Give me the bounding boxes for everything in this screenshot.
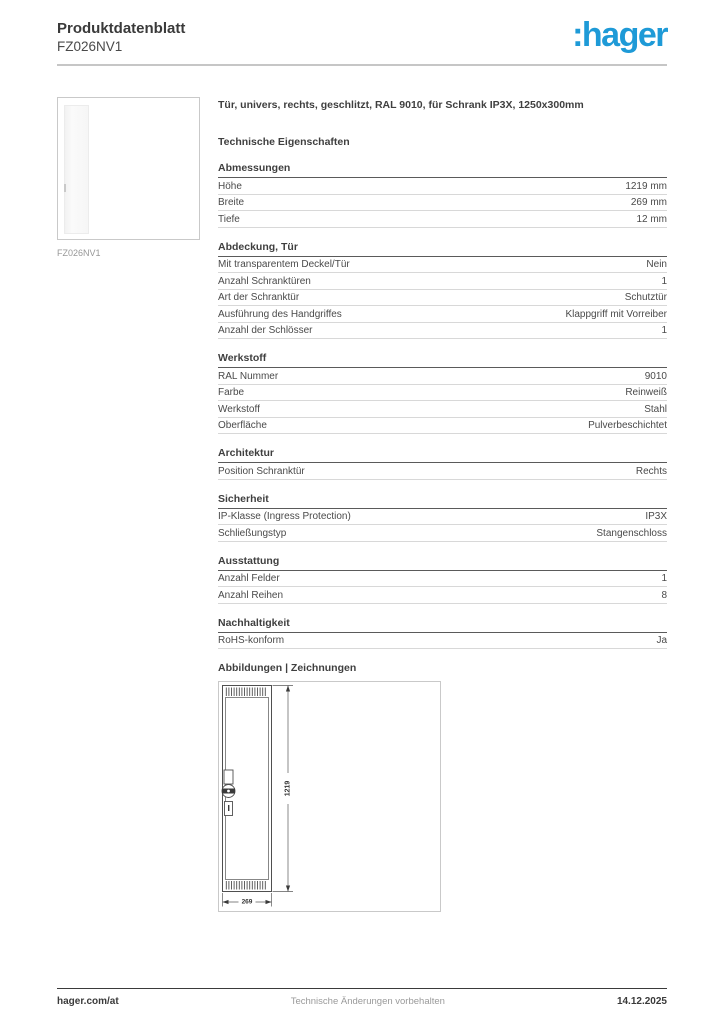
spec-value: Nein [646, 259, 667, 270]
spec-section [218, 555, 667, 604]
spec-section-title: Architektur [218, 447, 667, 463]
footer-disclaimer: Technische Änderungen vorbehalten [290, 996, 445, 1007]
spec-value: Stahl [644, 403, 667, 415]
arrow-up-icon [286, 686, 290, 692]
spec-section-title: Abdeckung, Tür [218, 241, 667, 257]
spec-value: 269 mm [630, 197, 667, 208]
spec-value: Reinweiß [625, 387, 667, 398]
product-image [57, 97, 200, 240]
arrow-left-icon [223, 900, 229, 904]
header [0, 0, 724, 55]
spec-label: Anzahl Reihen [218, 589, 284, 601]
product-code: FZ026NV1 [57, 39, 123, 54]
spec-row [218, 368, 667, 385]
spec-label: Position Schranktür [218, 465, 305, 477]
spec-sections [218, 162, 667, 649]
footer-row [0, 989, 724, 1007]
product-image-column [57, 97, 200, 912]
spec-section [218, 241, 667, 340]
spec-row [218, 525, 667, 542]
spec-label: Werkstoff [218, 403, 260, 415]
spec-label: IP-Klasse (Ingress Protection) [218, 511, 351, 522]
product-image-caption: FZ026NV1 [57, 248, 101, 258]
spec-value: Schutztür [624, 292, 667, 303]
spec-section [218, 617, 667, 650]
spec-label: Oberfläche [218, 420, 267, 431]
spec-value: 1 [661, 573, 667, 584]
footer [0, 988, 724, 1024]
spec-row [218, 290, 667, 307]
spec-label: Mit transparentem Deckel/Tür [218, 259, 350, 270]
spec-row [218, 178, 667, 195]
spec-row [218, 571, 667, 588]
spec-label: Anzahl Schranktüren [218, 275, 311, 287]
door-handle-mark [64, 184, 66, 192]
spec-section [218, 493, 667, 542]
spec-row [218, 401, 667, 418]
spec-value: Pulverbeschichtet [588, 420, 667, 431]
spec-row [218, 633, 667, 650]
spec-value: 1 [661, 325, 667, 336]
spec-label: Art der Schranktür [218, 292, 300, 303]
footer-date: 14.12.2025 [616, 996, 667, 1007]
spec-row [218, 385, 667, 402]
spec-label: Ausführung des Handgriffes [218, 308, 342, 320]
spec-row [218, 273, 667, 290]
spec-section-title: Ausstattung [218, 555, 667, 571]
spec-value: Stangenschloss [596, 527, 667, 539]
spec-row [218, 257, 667, 274]
spec-section [218, 352, 667, 434]
spec-label: Höhe [218, 180, 242, 192]
spec-value: 9010 [644, 370, 667, 382]
spec-label: Breite [218, 197, 245, 208]
figures-heading: Abbildungen | Zeichnungen [218, 662, 357, 674]
spec-value: Ja [656, 635, 667, 646]
footer-website-link[interactable]: hager.com/at [57, 996, 119, 1007]
spec-label: Farbe [218, 387, 245, 398]
spec-section [218, 162, 667, 228]
spec-value: 1 [661, 275, 667, 287]
spec-value: 1219 mm [625, 180, 667, 192]
door-photo [64, 105, 89, 234]
spec-label: Anzahl Felder [218, 573, 280, 584]
spec-section-title: Abmessungen [218, 162, 667, 178]
spec-section-title: Sicherheit [218, 493, 667, 509]
arrow-down-icon [286, 886, 290, 892]
door-drawing-svg [219, 682, 440, 911]
tech-properties-heading: Technische Eigenschaften [218, 136, 350, 148]
header-title-block [57, 20, 185, 55]
height-dimension-label: 1219 [284, 780, 292, 797]
spec-label: Tiefe [218, 213, 240, 225]
technical-drawing [218, 681, 441, 912]
spec-value: 12 mm [636, 213, 667, 225]
hager-logo: :hager [572, 16, 667, 54]
spec-value: Rechts [635, 465, 667, 477]
spec-label: RoHS-konform [218, 635, 285, 646]
spec-row [218, 463, 667, 480]
product-description: Tür, univers, rechts, geschlitzt, RAL 9010, für Schrank IP3X, 1250x300mm [218, 99, 584, 111]
spec-column [218, 97, 667, 912]
spec-value: IP3X [645, 511, 667, 522]
spec-row [218, 587, 667, 604]
spec-section-title: Nachhaltigkeit [218, 617, 667, 633]
spec-row [218, 195, 667, 212]
spec-label: RAL Nummer [218, 370, 279, 382]
spec-row [218, 306, 667, 323]
header-divider [57, 64, 667, 66]
arrow-right-icon [266, 900, 272, 904]
spec-value: 8 [661, 589, 667, 601]
content [0, 97, 724, 912]
spec-row [218, 509, 667, 526]
spec-label: Schließungstyp [218, 527, 287, 539]
spec-section [218, 447, 667, 480]
spec-value: Klappgriff mit Vorreiber [565, 308, 667, 320]
spec-row [218, 418, 667, 435]
spec-section-title: Werkstoff [218, 352, 667, 368]
spec-label: Anzahl der Schlösser [218, 325, 313, 336]
spec-row [218, 323, 667, 340]
spec-row [218, 211, 667, 228]
page-title: Produktdatenblatt [57, 20, 186, 37]
width-dimension-label: 269 [241, 898, 253, 906]
